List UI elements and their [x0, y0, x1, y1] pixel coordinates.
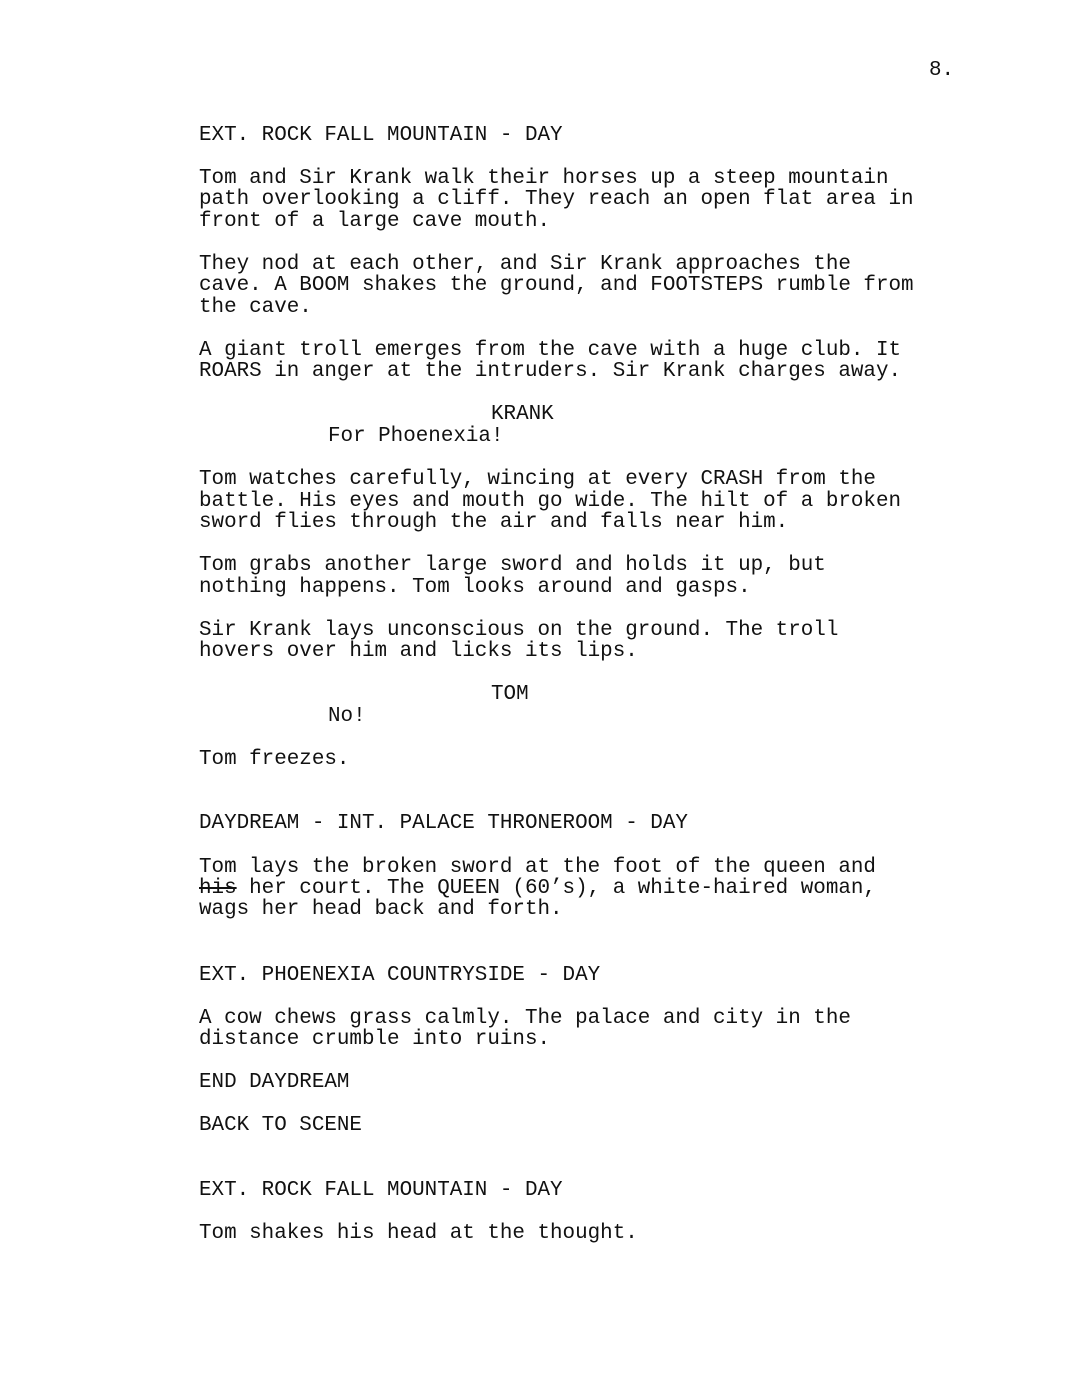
action-line: battle. His eyes and mouth go wide. The hilt of a broken — [199, 490, 902, 513]
action-line: Sir Krank lays unconscious on the ground. The troll — [199, 619, 839, 642]
dialogue-line: No! — [328, 705, 366, 728]
action-line: cave. A BOOM shakes the ground, and FOOTSTEPS rumble from — [199, 274, 914, 297]
transition: END DAYDREAM — [199, 1071, 350, 1094]
action-line: wags her head back and forth. — [199, 898, 563, 921]
action-line — [199, 878, 876, 900]
action-line: They nod at each other, and Sir Krank approaches the — [199, 253, 851, 276]
scene-heading: DAYDREAM - INT. PALACE THRONEROOM - DAY — [199, 812, 688, 835]
action-line: Tom lays the broken sword at the foot of the queen and — [199, 856, 876, 879]
character-name: TOM — [491, 683, 529, 706]
dialogue-line: For Phoenexia! — [328, 425, 504, 448]
action-line: hovers over him and licks its lips. — [199, 640, 638, 663]
action-line: Tom freezes. — [199, 748, 350, 771]
action-line: Tom and Sir Krank walk their horses up a steep mountain — [199, 167, 889, 190]
action-line: nothing happens. Tom looks around and gasps. — [199, 576, 751, 599]
page-number: 8. — [929, 59, 955, 82]
action-line: path overlooking a cliff. They reach an open flat area in — [199, 188, 914, 211]
action-line: distance crumble into ruins. — [199, 1028, 551, 1051]
transition: BACK TO SCENE — [199, 1114, 362, 1137]
character-name: KRANK — [491, 403, 554, 426]
action-line: ROARS in anger at the intruders. Sir Krank charges away. — [199, 360, 902, 383]
action-line: Tom shakes his head at the thought. — [199, 1222, 638, 1245]
action-text: her court. The QUEEN (60’s), a white-haired woman, — [236, 877, 876, 900]
action-line: sword flies through the air and falls near him. — [199, 511, 789, 534]
action-line: Tom watches carefully, wincing at every CRASH from the — [199, 468, 876, 491]
action-line: A giant troll emerges from the cave with a huge club. It — [199, 339, 902, 362]
action-line: the cave. — [199, 296, 312, 319]
action-line: front of a large cave mouth. — [199, 210, 551, 233]
action-line: A cow chews grass calmly. The palace and city in the — [199, 1007, 851, 1030]
scene-heading: EXT. ROCK FALL MOUNTAIN - DAY — [199, 124, 563, 147]
scene-heading: EXT. PHOENEXIA COUNTRYSIDE - DAY — [199, 964, 601, 987]
struck-word: his — [199, 877, 237, 900]
action-line: Tom grabs another large sword and holds it up, but — [199, 554, 826, 577]
scene-heading: EXT. ROCK FALL MOUNTAIN - DAY — [199, 1179, 563, 1202]
